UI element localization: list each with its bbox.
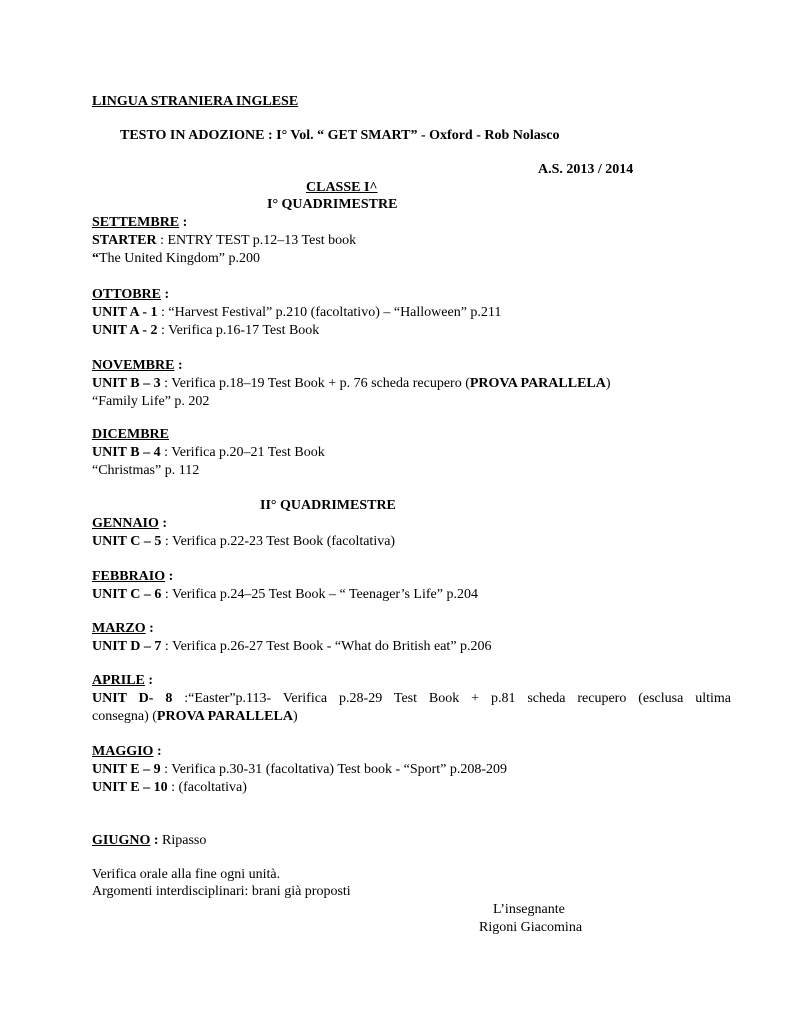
month-label: GIUGNO — [92, 833, 151, 848]
month-febbraio — [92, 568, 173, 586]
unit-label: UNIT C – 6 — [92, 587, 162, 602]
unit-text: : Verifica p.24–25 Test Book – “ Teenager’s Life” p.204 — [161, 587, 478, 602]
unit-text: : “Harvest Festival” p.210 (facoltativo) – “Halloween” p.211 — [157, 305, 502, 320]
uk-text: The United Kingdom” p.200 — [99, 251, 260, 266]
maggio-e10 — [92, 779, 247, 797]
teacher-name: Rigoni Giacomina — [479, 920, 583, 935]
colon: : — [150, 833, 159, 848]
unit-text: :“Easter”p.113- Verifica p.28-29 Test Book + p.81 scheda recupero (esclusa ultima — [172, 691, 731, 706]
colon: : — [165, 569, 174, 584]
month-label: DICEMBRE — [92, 427, 170, 442]
second-term-title: II° QUADRIMESTRE — [260, 498, 396, 513]
unit-text: : Verifica p.26-27 Test Book - “What do British eat” p.206 — [161, 639, 492, 654]
marzo-d7 — [92, 638, 492, 656]
unit-label: UNIT A - 2 — [92, 323, 158, 338]
close-paren: ) — [605, 376, 611, 391]
settembre-starter — [92, 232, 356, 250]
aprile-d8-cont — [92, 708, 298, 726]
colon: : — [161, 287, 170, 302]
unit-label: UNIT D – 7 — [92, 639, 162, 654]
month-label: MARZO — [92, 621, 146, 636]
month-aprile — [92, 672, 153, 690]
teacher-title: L’insegnante — [493, 902, 565, 917]
febbraio-c6 — [92, 586, 478, 604]
parallel-test-label: PROVA PARALLELA — [156, 709, 293, 724]
month-maggio — [92, 743, 162, 761]
first-term-title: I° QUADRIMESTRE — [267, 197, 398, 212]
unit-text: : Verifica p.22-23 Test Book (facoltativa) — [161, 534, 396, 549]
colon: : — [153, 744, 162, 759]
unit-label: UNIT B – 4 — [92, 445, 161, 460]
colon: : — [144, 673, 154, 688]
novembre-family: “Family Life” p. 202 — [92, 394, 210, 409]
unit-text: : Verifica p.20–21 Test Book — [160, 445, 325, 460]
unit-label: UNIT E – 10 — [92, 780, 168, 795]
month-giugno — [92, 832, 206, 850]
month-label: FEBBRAIO — [92, 569, 166, 584]
colon: : — [174, 358, 183, 373]
month-label: NOVEMBRE — [92, 358, 175, 373]
month-label: MAGGIO — [92, 744, 154, 759]
month-label: OTTOBRE — [92, 287, 161, 302]
giugno-text: Ripasso — [158, 833, 207, 848]
colon: : — [145, 621, 154, 636]
month-label: APRILE — [92, 673, 145, 688]
novembre-b3 — [92, 375, 611, 393]
dicembre-christmas: “Christmas” p. 112 — [92, 463, 200, 478]
month-dicembre — [92, 426, 169, 444]
class-title: CLASSE I^ — [306, 180, 378, 195]
close-paren: ) — [292, 709, 298, 724]
settembre-uk — [92, 250, 260, 268]
gennaio-c5 — [92, 533, 395, 551]
month-gennaio — [92, 515, 167, 533]
colon: : — [158, 516, 168, 531]
textbook-line: TESTO IN ADOZIONE : I° Vol. “ GET SMART” - Oxford - Rob Nolasco — [120, 128, 560, 143]
unit-text: : Verifica p.30-31 (facoltativa) Test book - “Sport” p.208-209 — [160, 762, 508, 777]
parallel-test-label: PROVA PARALLELA — [469, 376, 606, 391]
unit-label: STARTER — [92, 233, 157, 248]
ottobre-a2 — [92, 322, 319, 340]
month-novembre — [92, 357, 183, 375]
month-label: GENNAIO — [92, 516, 159, 531]
month-ottobre — [92, 286, 169, 304]
month-marzo — [92, 620, 154, 638]
unit-text: : Verifica p.16-17 Test Book — [157, 323, 320, 338]
month-label: SETTEMBRE — [92, 215, 180, 230]
ottobre-a1 — [92, 304, 501, 322]
aprile-d8 — [92, 690, 731, 708]
unit-text: : Verifica p.18–19 Test Book + p. 76 scheda recupero ( — [160, 376, 470, 391]
unit-label: UNIT E – 9 — [92, 762, 161, 777]
unit-text: : ENTRY TEST p.12–13 Test book — [156, 233, 357, 248]
unit-text: : (facoltativa) — [167, 780, 247, 795]
unit-label: UNIT D- 8 — [92, 691, 173, 706]
school-year: A.S. 2013 / 2014 — [538, 162, 634, 177]
oral-test-note: Verifica orale alla fine ogni unità. — [92, 867, 281, 882]
open-quote: “ — [92, 251, 99, 266]
unit-label: UNIT B – 3 — [92, 376, 161, 391]
unit-label: UNIT C – 5 — [92, 534, 162, 549]
unit-label: UNIT A - 1 — [92, 305, 158, 320]
dicembre-b4 — [92, 444, 325, 462]
subject-title: LINGUA STRANIERA INGLESE — [92, 94, 299, 109]
maggio-e9 — [92, 761, 507, 779]
interdisciplinary-note: Argomenti interdisciplinari: brani già proposti — [92, 884, 351, 899]
colon: : — [179, 215, 188, 230]
unit-text-cont: consegna) ( — [92, 709, 157, 724]
month-settembre — [92, 214, 187, 232]
